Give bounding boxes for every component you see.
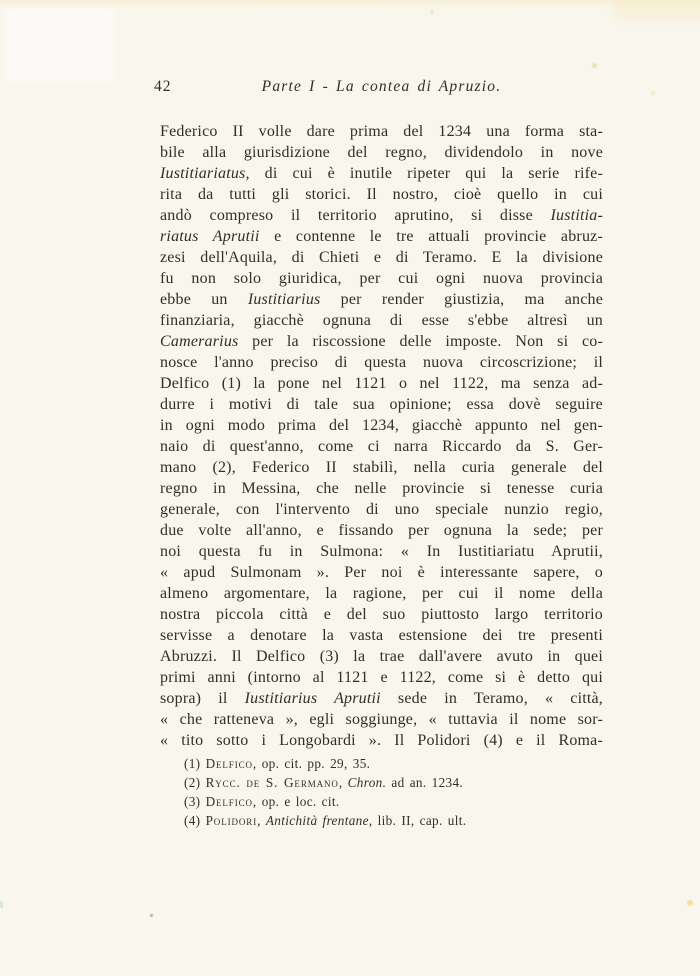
page-header bbox=[154, 76, 603, 98]
body-line-21 bbox=[160, 541, 603, 562]
footnote-4 bbox=[184, 811, 604, 830]
page-number: 42 bbox=[154, 78, 172, 95]
text-segment: regno in Messina, che nelle provincie si tenesse curia bbox=[160, 480, 603, 497]
body-line-15 bbox=[160, 415, 603, 436]
body-line-13 bbox=[160, 373, 603, 394]
smallcaps-name: Delfico bbox=[205, 794, 253, 809]
body-line-28 bbox=[160, 688, 603, 709]
text-segment: « apud Sulmonam ». Per noi è interessante sapere, o bbox=[160, 564, 603, 581]
body-line-29 bbox=[160, 709, 603, 730]
body-line-25 bbox=[160, 625, 603, 646]
text-segment: bile alla giurisdizione del regno, dividendolo in nove bbox=[160, 144, 603, 161]
text-segment: ebbe un bbox=[160, 291, 248, 308]
text-segment: , op. e loc. cit. bbox=[252, 794, 340, 809]
text-segment: (4) bbox=[184, 813, 206, 828]
text-segment: Federico II volle dare prima del 1234 una forma sta- bbox=[160, 123, 603, 140]
scan-speck bbox=[592, 63, 597, 68]
smallcaps-name: Polidori bbox=[205, 813, 258, 828]
body-line-17 bbox=[160, 457, 603, 478]
text-segment: Delfico (1) la pone nel 1121 o nel 1122, ma senza ad- bbox=[160, 375, 603, 392]
text-segment: due volte all'anno, e fissando per ognuna la sede; per bbox=[160, 522, 603, 539]
text-segment: « che ratteneva », egli soggiunge, « tuttavia il nome sor- bbox=[160, 711, 603, 728]
text-segment: fu non solo giuridica, per cui ogni nuova provincia bbox=[160, 270, 603, 287]
text-segment: nosce l'anno preciso di questa nuova circoscrizione; il bbox=[160, 354, 603, 371]
body-line-30 bbox=[160, 730, 603, 751]
italic-text: Iustitiarius bbox=[247, 291, 321, 308]
footnotes-block bbox=[184, 754, 604, 830]
text-segment: (1) bbox=[184, 756, 206, 771]
body-line-24 bbox=[160, 604, 603, 625]
text-segment: (3) bbox=[184, 794, 206, 809]
body-line-11 bbox=[160, 331, 603, 352]
scan-speck bbox=[0, 901, 3, 908]
italic-text: Iustitiariatus, bbox=[160, 165, 250, 182]
body-line-10 bbox=[160, 310, 603, 331]
body-line-2 bbox=[160, 142, 603, 163]
body-line-4 bbox=[160, 184, 603, 205]
italic-text: Camerarius bbox=[160, 333, 239, 350]
text-segment: « tito sotto i Longobardi ». Il Polidori (4) e il Roma- bbox=[160, 732, 603, 749]
body-line-12 bbox=[160, 352, 603, 373]
text-segment: in ogni modo prima del 1234, giacchè appunto nel gen- bbox=[160, 417, 603, 434]
text-segment: naio di quest'anno, come ci narra Riccardo da S. Ger- bbox=[160, 438, 603, 455]
body-line-18 bbox=[160, 478, 603, 499]
smallcaps-name: Delfico bbox=[205, 756, 253, 771]
body-line-20 bbox=[160, 520, 603, 541]
body-line-19 bbox=[160, 499, 603, 520]
text-segment: noi questa fu in Sulmona: « In Iustitiariatu Aprutii, bbox=[160, 543, 603, 560]
scan-edge-tint bbox=[0, 0, 700, 10]
text-segment: durre i motivi di tale sua opinione; essa dovè seguire bbox=[160, 396, 603, 413]
text-segment: finanziaria, giacchè ognuna di esse s'ebbe altresì un bbox=[160, 312, 603, 329]
body-line-16 bbox=[160, 436, 603, 457]
body-line-6 bbox=[160, 226, 603, 247]
body-line-26 bbox=[160, 646, 603, 667]
text-segment: primi anni (intorno al 1121 e 1122, come si è detto qui bbox=[160, 669, 603, 686]
text-segment: servisse a denotare la vasta estensione dei tre presenti bbox=[160, 627, 603, 644]
scan-speck bbox=[687, 900, 693, 906]
text-segment: andò compreso il territorio aprutino, si disse bbox=[160, 207, 551, 224]
footnote-2 bbox=[184, 773, 604, 792]
scan-speck bbox=[651, 91, 655, 95]
body-line-7 bbox=[160, 247, 603, 268]
scan-light-patch bbox=[8, 8, 113, 80]
body-line-23 bbox=[160, 583, 603, 604]
smallcaps-name: Rycc. de S. Germano bbox=[205, 775, 339, 790]
text-segment: e contenne le tre attuali provincie abruz- bbox=[259, 228, 603, 245]
running-title: Parte I - La contea di Apruzio. bbox=[261, 78, 502, 95]
text-segment: , bbox=[257, 813, 266, 828]
italic-text: Chron. bbox=[347, 775, 387, 790]
text-segment: sede in Teramo, « città, bbox=[380, 690, 603, 707]
italic-text: Antichità frentane bbox=[265, 813, 369, 828]
text-segment: mano (2), Federico II stabilì, nella curia generale del bbox=[160, 459, 603, 476]
body-line-1 bbox=[160, 121, 603, 142]
scan-corner-tint bbox=[615, 0, 700, 20]
footnote-1 bbox=[184, 754, 604, 773]
text-segment: di cui è inutile ripeter qui la serie rife- bbox=[249, 165, 603, 182]
text-segment: generale, con l'intervento di uno speciale nunzio regio, bbox=[160, 501, 603, 518]
text-segment: , op. cit. pp. 29, 35. bbox=[252, 756, 371, 771]
text-segment: per la riscossione delle imposte. Non si co- bbox=[238, 333, 603, 350]
text-segment: , lib. II, cap. ult. bbox=[368, 813, 467, 828]
body-paragraph bbox=[160, 121, 603, 751]
text-segment: rita da tutti gli storici. Il nostro, cioè quello in cui bbox=[160, 186, 603, 203]
text-segment: (2) bbox=[184, 775, 206, 790]
text-segment: Abruzzi. Il Delfico (3) la trae dall'avere avuto in quei bbox=[160, 648, 603, 665]
body-line-22 bbox=[160, 562, 603, 583]
italic-text: riatus Aprutii bbox=[160, 228, 260, 245]
body-line-9 bbox=[160, 289, 603, 310]
text-segment: sopra) il bbox=[160, 690, 245, 707]
scan-speck bbox=[430, 10, 434, 14]
text-segment: per render giustizia, ma anche bbox=[320, 291, 603, 308]
body-line-5 bbox=[160, 205, 603, 226]
body-line-14 bbox=[160, 394, 603, 415]
italic-text: Iustitia- bbox=[550, 207, 603, 224]
body-line-3 bbox=[160, 163, 603, 184]
body-line-8 bbox=[160, 268, 603, 289]
body-line-27 bbox=[160, 667, 603, 688]
text-segment: nostra piccola città e del suo piuttosto largo territorio bbox=[160, 606, 603, 623]
scan-speck bbox=[150, 914, 153, 917]
text-segment: almeno argomentare, la ragione, per cui il nome della bbox=[160, 585, 603, 602]
italic-text: Iustitiarius Aprutii bbox=[244, 690, 381, 707]
text-segment: zesi dell'Aquila, di Chieti e di Teramo. E la divisione bbox=[160, 249, 603, 266]
text-segment: , bbox=[338, 775, 348, 790]
footnote-3 bbox=[184, 792, 604, 811]
text-segment: ad an. 1234. bbox=[386, 775, 464, 790]
